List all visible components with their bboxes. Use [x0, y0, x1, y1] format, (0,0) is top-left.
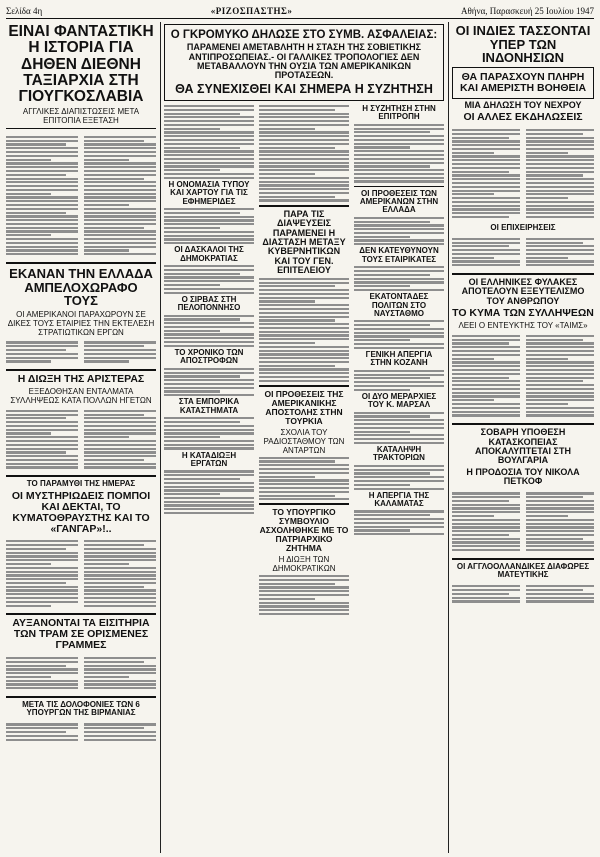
- left-subhead-3: ΕΞΕΔΟΘΗΣΑΝ ΕΝΤΑΛΜΑΤΑ ΣΥΛΛΗΨΕΩΣ ΚΑΤΑ ΠΟΛΛΩΝ ΗΓΕΤΩΝ: [10, 387, 152, 406]
- right-subhead-1b: ΜΙΑ ΔΗΛΩΣΗ ΤΟΥ ΝΕΧΡΟΥ: [464, 99, 582, 110]
- center-lead-body: [164, 103, 444, 617]
- left-headline-3: Η ΔΙΩΞΗ ΤΗΣ ΑΡΙΣΤΕΡΑΣ: [17, 373, 145, 386]
- right-kicker-1: ΟΙ ΕΠΙΧΕΙΡΗΣΕΙΣ: [490, 222, 556, 232]
- right-headline-3: ΣΟΒΑΡΗ ΥΠΟΘΕΣΗ ΚΑΤΑΣΚΟΠΕΙΑΣ ΑΠΟΚΑΛΥΠΤΕΤΑΙ ΣΤΗ ΒΟΥΛΓΑΡΙΑ: [475, 427, 571, 466]
- center-mid-headline-1: ΠΑΡΑ ΤΙΣ ΔΙΑΨΕΥΣΕΙΣ ΠΑΡΑΜΕΝΕΙ Η ΔΙΑΣΤΑΣΗ ΜΕΤΑΞΥ ΚΥΒΕΡΝΗΤΙΚΩΝ ΚΑΙ ΤΟΥ ΓΕΝ. ΕΠΙΤΕΛΕΙΟΥ: [262, 208, 346, 276]
- right-subhead-2b: ΛΕΕΙ Ο ΕΝΤΕΥΚΤΗΣ ΤΟΥ «ΤΑΙΜΣ»: [458, 321, 588, 331]
- left-headline-5: ΑΥΞΑΝΟΝΤΑΙ ΤΑ ΕΙΣΙΤΗΡΙΑ ΤΩΝ ΤΡΑΜ ΣΕ ΟΡΙΣΜΕΝΕΣ ΓΡΑΜΜΕΣ: [12, 617, 150, 652]
- center-kicker-6: ΣΤΑ ΕΜΠΟΡΙΚΑ ΚΑΤΑΣΤΗΜΑΤΑ: [178, 397, 240, 415]
- center-kicker-4: Ο ΣΙΡΒΑΣ ΣΤΗ ΠΕΛΟΠΟΝΝΗΣΟ: [177, 294, 241, 313]
- left-subhead-2: ΟΙ ΑΜΕΡΙΚΑΝΟΙ ΠΑΡΑΧΩΡΟΥΝ ΣΕ ΔΙΚΕΣ ΤΟΥΣ ΕΤΑΙΡΙΕΣ ΤΗΝ ΕΚΤΕΛΕΣΗ ΣΤΡΑΤΙΩΤΙΚΩΝ ΕΡΓΩΝ: [7, 309, 155, 337]
- center-side-3: ΕΚΑΤΟΝΤΑΔΕΣ ΠΟΛΙΤΩΝ ΣΤΟ ΝΑΥΣΤΑΘΜΟ: [369, 292, 429, 318]
- center-banner-1: Ο ΓΚΡΟΜΥΚΟ ΔΗΛΩΣΕ ΣΤΟ ΣΥΜΒ. ΑΣΦΑΛΕΙΑΣ:: [170, 29, 438, 41]
- center-lead-box: [164, 24, 444, 101]
- column-rule: [160, 22, 161, 853]
- left-headline-1: ΕΙΝΑΙ ΦΑΝΤΑΣΤΙΚΗ Η ΙΣΤΟΡΙΑ ΓΙΑ ΔΗΘΕΝ ΔΙΕΘΝΗ ΤΑΞΙΑΡΧΙΑ ΣΤΗ ΓΙΟΥΓΚΟΣΛΑΒΙΑ: [8, 23, 154, 106]
- masthead: [6, 4, 594, 19]
- center-side-7: Η ΑΠΕΡΓΙΑ ΤΗΣ ΚΑΛΑΜΑΤΑΣ: [368, 490, 430, 509]
- column-rule: [448, 22, 449, 853]
- left-column: [6, 22, 156, 853]
- center-side-5: ΟΙ ΔΥΟ ΜΕΡΑΡΧΙΕΣ ΤΟΥ Κ. ΜΑΡΣΑΛ: [361, 391, 437, 410]
- right-subhead-2: ΤΟ ΚΥΜΑ ΤΩΝ ΣΥΛΛΗΨΕΩΝ: [452, 307, 594, 320]
- center-mid-subhead-2: ΣΧΟΛΙΑ ΤΟΥ ΡΑΔΙΟΣΤΑΘΜΟΥ ΤΩΝ ΑΝΤΑΡΤΩΝ: [263, 427, 345, 455]
- left-subhead-4: ΟΙ ΜΥΣΤΗΡΙΩΔΕΙΣ ΠΟΜΠΟΙ ΚΑΙ ΔΕΚΤΑΙ, ΤΟ ΚΥΜΑΤΟΘΡΑΥΣΤΗΣ ΚΑΙ ΤΟ «ΓΑΝΓΑΡ»!..: [11, 489, 151, 535]
- center-kicker-7: Η ΚΑΤΑΔΙΩΞΗ ΕΡΓΑΤΩΝ: [181, 450, 237, 469]
- newspaper-title: «ΡΙΖΟΣΠΑΣΤΗΣ»: [210, 6, 293, 16]
- issue-date: Αθήνα, Παρασκευή 25 Ιουλίου 1947: [460, 6, 594, 16]
- right-headline-4: ΟΙ ΑΓΓΛΟΟΛΛΑΝΔΙΚΕΣ ΔΙΑΦΩΡΕΣ ΜΑΤΕΥΤΙΚΗΣ: [456, 561, 590, 580]
- article-body: [6, 132, 156, 259]
- center-mid-subhead-3: Η ΔΙΩΞΗ ΤΩΝ ΔΗΜΟΚΡΑΤΙΚΩΝ: [272, 555, 336, 574]
- left-headline-2: ΕΚΑΝΑΝ ΤΗΝ ΕΛΛΑΔΑ ΑΜΠΕΛΟΧΩΡΑΦΟ ΤΟΥΣ: [9, 265, 153, 309]
- left-subhead-1: ΑΓΓΛΙΚΕΣ ΔΙΑΠΙΣΤΩΣΕΙΣ ΜΕΤΑ ΕΠΙΤΟΠΙΑ ΕΞΕΤΑΣΗ: [22, 107, 140, 126]
- center-side-4: ΓΕΝΙΚΗ ΑΠΕΡΓΙΑ ΣΤΗΝ ΚΟΖΑΝΗ: [365, 349, 433, 368]
- right-subhead-1a: ΘΑ ΠΑΡΑΣΧΟΥΝ ΠΛΗΡΗ ΚΑΙ ΑΜΕΡΙΣΤΗ ΒΟΗΘΕΙΑ: [459, 70, 587, 94]
- right-subhead-1c: ΟΙ ΑΛΛΕΣ ΕΚΔΗΛΩΣΕΙΣ: [463, 111, 583, 124]
- page-number: Σελίδα 4η: [6, 6, 43, 16]
- center-mid-headline-3: ΤΟ ΥΠΟΥΡΓΙΚΟ ΣΥΜΒΟΥΛΙΟ ΑΣΧΟΛΗΘΗΚΕ ΜΕ ΤΟ ΠΑΤΡΙΑΡΧΙΚΟ ΖΗΤΗΜΑ: [259, 507, 349, 554]
- center-side-1: ΟΙ ΠΡΟΘΕΣΕΙΣ ΤΩΝ ΑΜΕΡΙΚΑΝΩΝ ΣΤΗΝ ΕΛΛΑΔΑ: [359, 188, 439, 215]
- center-column: [164, 22, 444, 853]
- center-mid-headline-2: ΟΙ ΠΡΟΘΕΣΕΙΣ ΤΗΣ ΑΜΕΡΙΚΑΝΙΚΗΣ ΑΠΟΣΤΟΛΗΣ ΣΤΗΝ ΤΟΥΡΚΙΑ: [264, 389, 344, 426]
- center-kicker-1: Η ΣΥΖΗΤΗΣΗ ΣΤΗΝ ΕΠΙΤΡΟΠΗ: [362, 103, 436, 122]
- left-headline-4: ΤΟ ΠΑΡΑΜΥΘΙ ΤΗΣ ΗΜΕΡΑΣ: [26, 479, 136, 489]
- center-side-2: ΔΕΝ ΚΑΤΕΥΘΥΝΟΥΝ ΤΟΥΣ ΕΤΑΙΡΙΚΑΤΕΣ: [359, 246, 439, 264]
- left-headline-6: ΜΕΤΑ ΤΙΣ ΔΟΛΟΦΟΝΙΕΣ ΤΩΝ 6 ΥΠΟΥΡΓΩΝ ΤΗΣ ΒΙΡΜΑΝΙΑΣ: [22, 700, 140, 718]
- right-headline-2: ΟΙ ΕΛΛΗΝΙΚΕΣ ΦΥΛΑΚΕΣ ΑΠΟΤΕΛΟΥΝ ΕΞΕΥΤΕΛΙΣΜΟ ΤΟΥ ΑΝΘΡΩΠΟΥ: [461, 276, 585, 306]
- center-kicker-3: ΟΙ ΔΑΣΚΑΛΟΙ ΤΗΣ ΔΗΜΟΚΡΑΤΙΑΣ: [174, 245, 244, 263]
- center-kicker-2: Η ΟΝΟΜΑΣΙΑ ΤΥΠΟΥ ΚΑΙ ΧΑΡΤΟΥ ΓΙΑ ΤΙΣ ΕΦΗΜΕΡΙΔΕΣ: [168, 179, 250, 206]
- right-subhead-3: Η ΠΡΟΔΟΣΙΑ ΤΟΥ ΝΙΚΟΛΑ ΠΕΤΚΟΦ: [466, 466, 580, 487]
- center-banner-3: ΘΑ ΣΥΝΕΧΙΣΘΕΙ ΚΑΙ ΣΗΜΕΡΑ Η ΣΥΖΗΤΗΣΗ: [175, 81, 433, 96]
- center-kicker-5: ΤΟ ΧΡΟΝΙΚΟ ΤΩΝ ΑΠΟΣΤΡΟΦΩΝ: [174, 348, 244, 366]
- right-headline-1: ΟΙ ΙΝΔΙΕΣ ΤΑΣΣΟΝΤΑΙ ΥΠΕΡ ΤΩΝ ΙΝΔΟΝΗΣΙΩΝ: [455, 23, 591, 66]
- right-column: [452, 22, 594, 853]
- center-side-6: ΚΑΤΑΛΗΨΗ ΤΡΑΚΤΟΡΙΩΝ: [373, 445, 425, 463]
- center-banner-2: ΠΑΡΑΜΕΝΕΙ ΑΜΕΤΑΒΛΗΤΗ Η ΣΤΑΣΗ ΤΗΣ ΣΟΒΙΕΤΙΚΗΣ ΑΝΤΙΠΡΟΣΩΠΕΙΑΣ.- ΟΙ ΓΑΛΛΙΚΕΣ ΤΡΟΠΟΛΟΓΙΕΣ ΔΕΝ ΜΕΤΑΒΑΛΛΟΥΝ ΤΗΝ ΟΥΣΙΑ ΤΩΝ ΑΜΕΡΙΚΑΝΙΚΩΝ ΠΡΟΤΑΣΕΩΝ.: [186, 42, 422, 81]
